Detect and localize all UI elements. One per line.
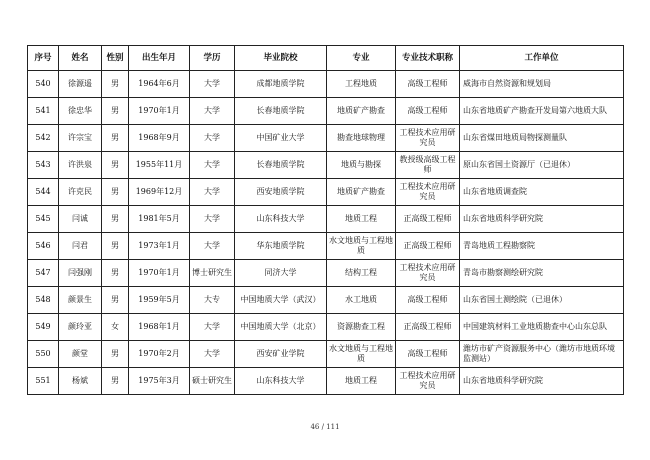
table-row (28, 260, 624, 287)
gender-cell: 男 (102, 341, 129, 368)
name-cell: 闫君 (59, 233, 102, 260)
index-cell: 549 (28, 314, 59, 341)
birth-date-cell: 1959年5月 (129, 287, 190, 314)
table-row (28, 233, 624, 260)
birth-date-cell: 1968年9月 (129, 125, 190, 152)
school-cell: 西安地质学院 (235, 179, 327, 206)
education-cell: 大学 (190, 125, 235, 152)
school-cell: 中国矿业大学 (235, 125, 327, 152)
table-row (28, 206, 624, 233)
name-cell: 颜玲亚 (59, 314, 102, 341)
name-cell: 闫诚 (59, 206, 102, 233)
education-cell: 大学 (190, 98, 235, 125)
education-cell: 博士研究生 (190, 260, 235, 287)
employer-cell: 山东省地质科学研究院 (460, 206, 624, 233)
gender-cell: 男 (102, 287, 129, 314)
school-cell: 中国地质大学（北京） (235, 314, 327, 341)
table-row (28, 314, 624, 341)
employer-cell: 青岛市勘察测绘研究院 (460, 260, 624, 287)
name-cell: 颜堂 (59, 341, 102, 368)
employer-cell: 山东省国土测绘院（已退休） (460, 287, 624, 314)
index-cell: 541 (28, 98, 59, 125)
education-cell: 大学 (190, 206, 235, 233)
major-cell: 地质工程 (327, 368, 396, 395)
name-cell: 许克民 (59, 179, 102, 206)
employer-cell: 山东省煤田地质局物探测量队 (460, 125, 624, 152)
education-cell: 大学 (190, 179, 235, 206)
header-cell-school: 毕业院校 (235, 46, 327, 71)
gender-cell: 男 (102, 260, 129, 287)
table-row (28, 152, 624, 179)
gender-cell: 男 (102, 152, 129, 179)
index-cell: 543 (28, 152, 59, 179)
title-cell: 正高级工程师 (396, 314, 460, 341)
birth-date-cell: 1964年6月 (129, 71, 190, 98)
employer-cell: 原山东省国土资源厅（已退休） (460, 152, 624, 179)
title-cell: 高级工程师 (396, 98, 460, 125)
title-cell: 工程技术应用研究员 (396, 179, 460, 206)
major-cell: 地质工程 (327, 206, 396, 233)
employer-cell: 中国建筑材料工业地质勘查中心山东总队 (460, 314, 624, 341)
major-cell: 水文地质与工程地质 (327, 233, 396, 260)
table-body (28, 71, 624, 395)
major-cell: 地质矿产勘查 (327, 179, 396, 206)
gender-cell: 男 (102, 71, 129, 98)
header-cell-title: 专业技术职称 (396, 46, 460, 71)
birth-date-cell: 1970年1月 (129, 260, 190, 287)
table-row (28, 98, 624, 125)
education-cell: 大学 (190, 341, 235, 368)
school-cell: 同济大学 (235, 260, 327, 287)
header-cell-index: 序号 (28, 46, 59, 71)
index-cell: 545 (28, 206, 59, 233)
header-cell-education: 学历 (190, 46, 235, 71)
major-cell: 工程地质 (327, 71, 396, 98)
name-cell: 徐源遥 (59, 71, 102, 98)
education-cell: 大学 (190, 314, 235, 341)
header-cell-name: 姓名 (59, 46, 102, 71)
school-cell: 山东科技大学 (235, 206, 327, 233)
employer-cell: 潍坊市矿产资源服务中心（潍坊市地质环境监测站） (460, 341, 624, 368)
gender-cell: 男 (102, 125, 129, 152)
major-cell: 结构工程 (327, 260, 396, 287)
name-cell: 许洪泉 (59, 152, 102, 179)
gender-cell: 男 (102, 233, 129, 260)
gender-cell: 男 (102, 98, 129, 125)
gender-cell: 男 (102, 206, 129, 233)
table-row (28, 287, 624, 314)
header-cell-birth-date: 出生年月 (129, 46, 190, 71)
employer-cell: 山东省地质矿产勘查开发局第六地质大队 (460, 98, 624, 125)
table-row (28, 368, 624, 395)
index-cell: 551 (28, 368, 59, 395)
index-cell: 544 (28, 179, 59, 206)
page-number: 46 / 111 (310, 423, 340, 431)
personnel-table (27, 45, 624, 395)
education-cell: 硕士研究生 (190, 368, 235, 395)
birth-date-cell: 1955年11月 (129, 152, 190, 179)
title-cell: 正高级工程师 (396, 233, 460, 260)
major-cell: 勘查地球物理 (327, 125, 396, 152)
school-cell: 长春地质学院 (235, 98, 327, 125)
major-cell: 水工地质 (327, 287, 396, 314)
education-cell: 大学 (190, 233, 235, 260)
education-cell: 大专 (190, 287, 235, 314)
school-cell: 中国地质大学（武汉） (235, 287, 327, 314)
title-cell: 高级工程师 (396, 287, 460, 314)
title-cell: 工程技术应用研究员 (396, 125, 460, 152)
index-cell: 542 (28, 125, 59, 152)
major-cell: 水文地质与工程地质 (327, 341, 396, 368)
birth-date-cell: 1970年1月 (129, 98, 190, 125)
birth-date-cell: 1968年1月 (129, 314, 190, 341)
name-cell: 闫强刚 (59, 260, 102, 287)
major-cell: 地质与勘探 (327, 152, 396, 179)
title-cell: 高级工程师 (396, 341, 460, 368)
index-cell: 547 (28, 260, 59, 287)
title-cell: 教授级高级工程师 (396, 152, 460, 179)
school-cell: 成都地质学院 (235, 71, 327, 98)
table-row (28, 71, 624, 98)
major-cell: 地质矿产勘查 (327, 98, 396, 125)
education-cell: 大学 (190, 71, 235, 98)
birth-date-cell: 1975年3月 (129, 368, 190, 395)
birth-date-cell: 1969年12月 (129, 179, 190, 206)
title-cell: 正高级工程师 (396, 206, 460, 233)
index-cell: 550 (28, 341, 59, 368)
gender-cell: 男 (102, 179, 129, 206)
gender-cell: 女 (102, 314, 129, 341)
header-cell-employer: 工作单位 (460, 46, 624, 71)
employer-cell: 山东省地质科学研究院 (460, 368, 624, 395)
employer-cell: 青岛地质工程勘察院 (460, 233, 624, 260)
title-cell: 工程技术应用研究员 (396, 260, 460, 287)
major-cell: 资源勘查工程 (327, 314, 396, 341)
title-cell: 高级工程师 (396, 71, 460, 98)
table-row (28, 125, 624, 152)
education-cell: 大学 (190, 152, 235, 179)
employer-cell: 威海市自然资源和规划局 (460, 71, 624, 98)
index-cell: 540 (28, 71, 59, 98)
index-cell: 546 (28, 233, 59, 260)
name-cell: 徐忠华 (59, 98, 102, 125)
employer-cell: 山东省地质调查院 (460, 179, 624, 206)
gender-cell: 男 (102, 368, 129, 395)
header-cell-gender: 性别 (102, 46, 129, 71)
title-cell: 工程技术应用研究员 (396, 368, 460, 395)
school-cell: 山东科技大学 (235, 368, 327, 395)
header-cell-major: 专业 (327, 46, 396, 71)
school-cell: 西安矿业学院 (235, 341, 327, 368)
name-cell: 杨斌 (59, 368, 102, 395)
school-cell: 长春地质学院 (235, 152, 327, 179)
table-row (28, 341, 624, 368)
birth-date-cell: 1981年5月 (129, 206, 190, 233)
name-cell: 颜景生 (59, 287, 102, 314)
name-cell: 许宗宝 (59, 125, 102, 152)
school-cell: 华东地质学院 (235, 233, 327, 260)
header-row (28, 46, 624, 71)
table-row (28, 179, 624, 206)
birth-date-cell: 1973年1月 (129, 233, 190, 260)
index-cell: 548 (28, 287, 59, 314)
birth-date-cell: 1970年2月 (129, 341, 190, 368)
table-header (28, 46, 624, 71)
